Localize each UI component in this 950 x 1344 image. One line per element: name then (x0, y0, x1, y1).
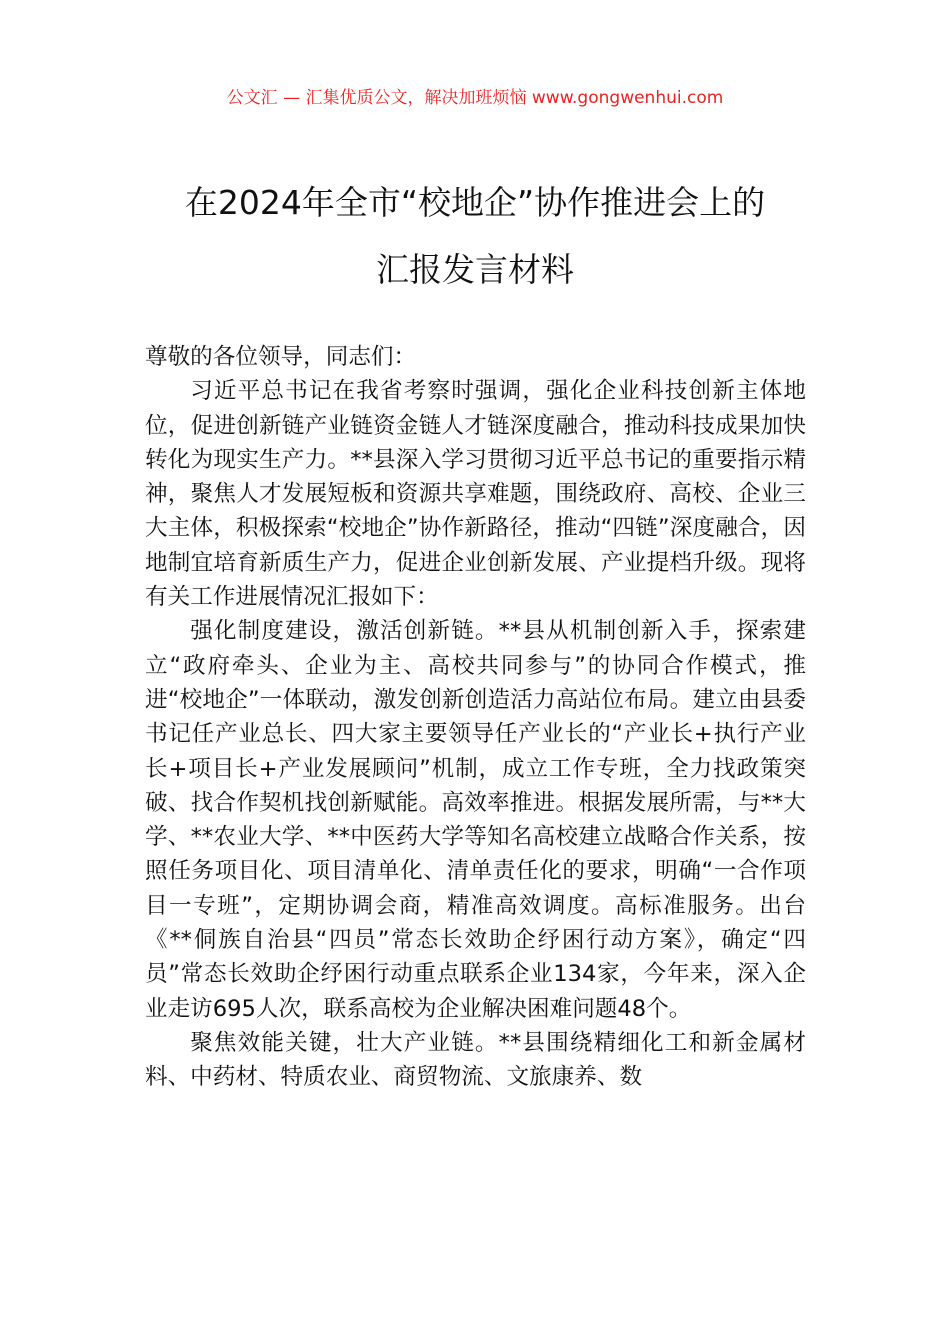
paragraph-innovation-chain: 强化制度建设，激活创新链。**县从机制创新入手，探索建立“政府牵头、企业为主、高校共同参与”的协同合作模式，推进“校地企”一体联动，激发创新创造活力高站位布局。建立由县委书记任产业总长、四大家主要领导任产业长的“产业长+执行产业长+项目长+产业发展顾问”机制，成立工作专班，全力找政策突破、找合作契机找创新赋能。高效率推进。根据发展所需，与**大学、**农业大学、**中医药大学等知名高校建立战略合作关系，按照任务项目化、项目清单化、清单责任化的要求，明确“一合作项目一专班”，定期协调会商，精准高效调度。高标准服务。出台《**侗族自治县“四员”常态长效助企纾困行动方案》，确定“四员”常态长效助企纾困行动重点联系企业134家，今年来，深入企业走访695人次，联系高校为企业解决困难问题48个。 (145, 618, 806, 1022)
paragraph-industry-chain: 聚焦效能关键，壮大产业链。**县围绕精细化工和新金属材料、中药材、特质农业、商贸物流、文旅康养、数 (145, 1029, 806, 1091)
document-title-line-1: 在2024年全市“校地企”协作推进会上的 (184, 183, 766, 222)
header-banner: 公文汇 — 汇集优质公文，解决加班烦恼 www.gongwenhui.com (226, 88, 724, 108)
document-body (145, 340, 806, 1095)
salutation: 尊敬的各位领导，同志们： (145, 344, 417, 370)
document-title-line-2: 汇报发言材料 (376, 250, 574, 289)
paragraph-intro: 习近平总书记在我省考察时强调，强化企业科技创新主体地位，促进创新链产业链资金链人才链深度融合，推动科技成果加快转化为现实生产力。**县深入学习贯彻习近平总书记的重要指示精神，聚焦人才发展短板和资源共享难题，围绕政府、高校、企业三大主体，积极探索“校地企”协作新路径，推动“四链”深度融合，因地制宜培育新质生产力，促进企业创新发展、产业提档升级。现将有关工作进展情况汇报如下： (145, 378, 806, 611)
